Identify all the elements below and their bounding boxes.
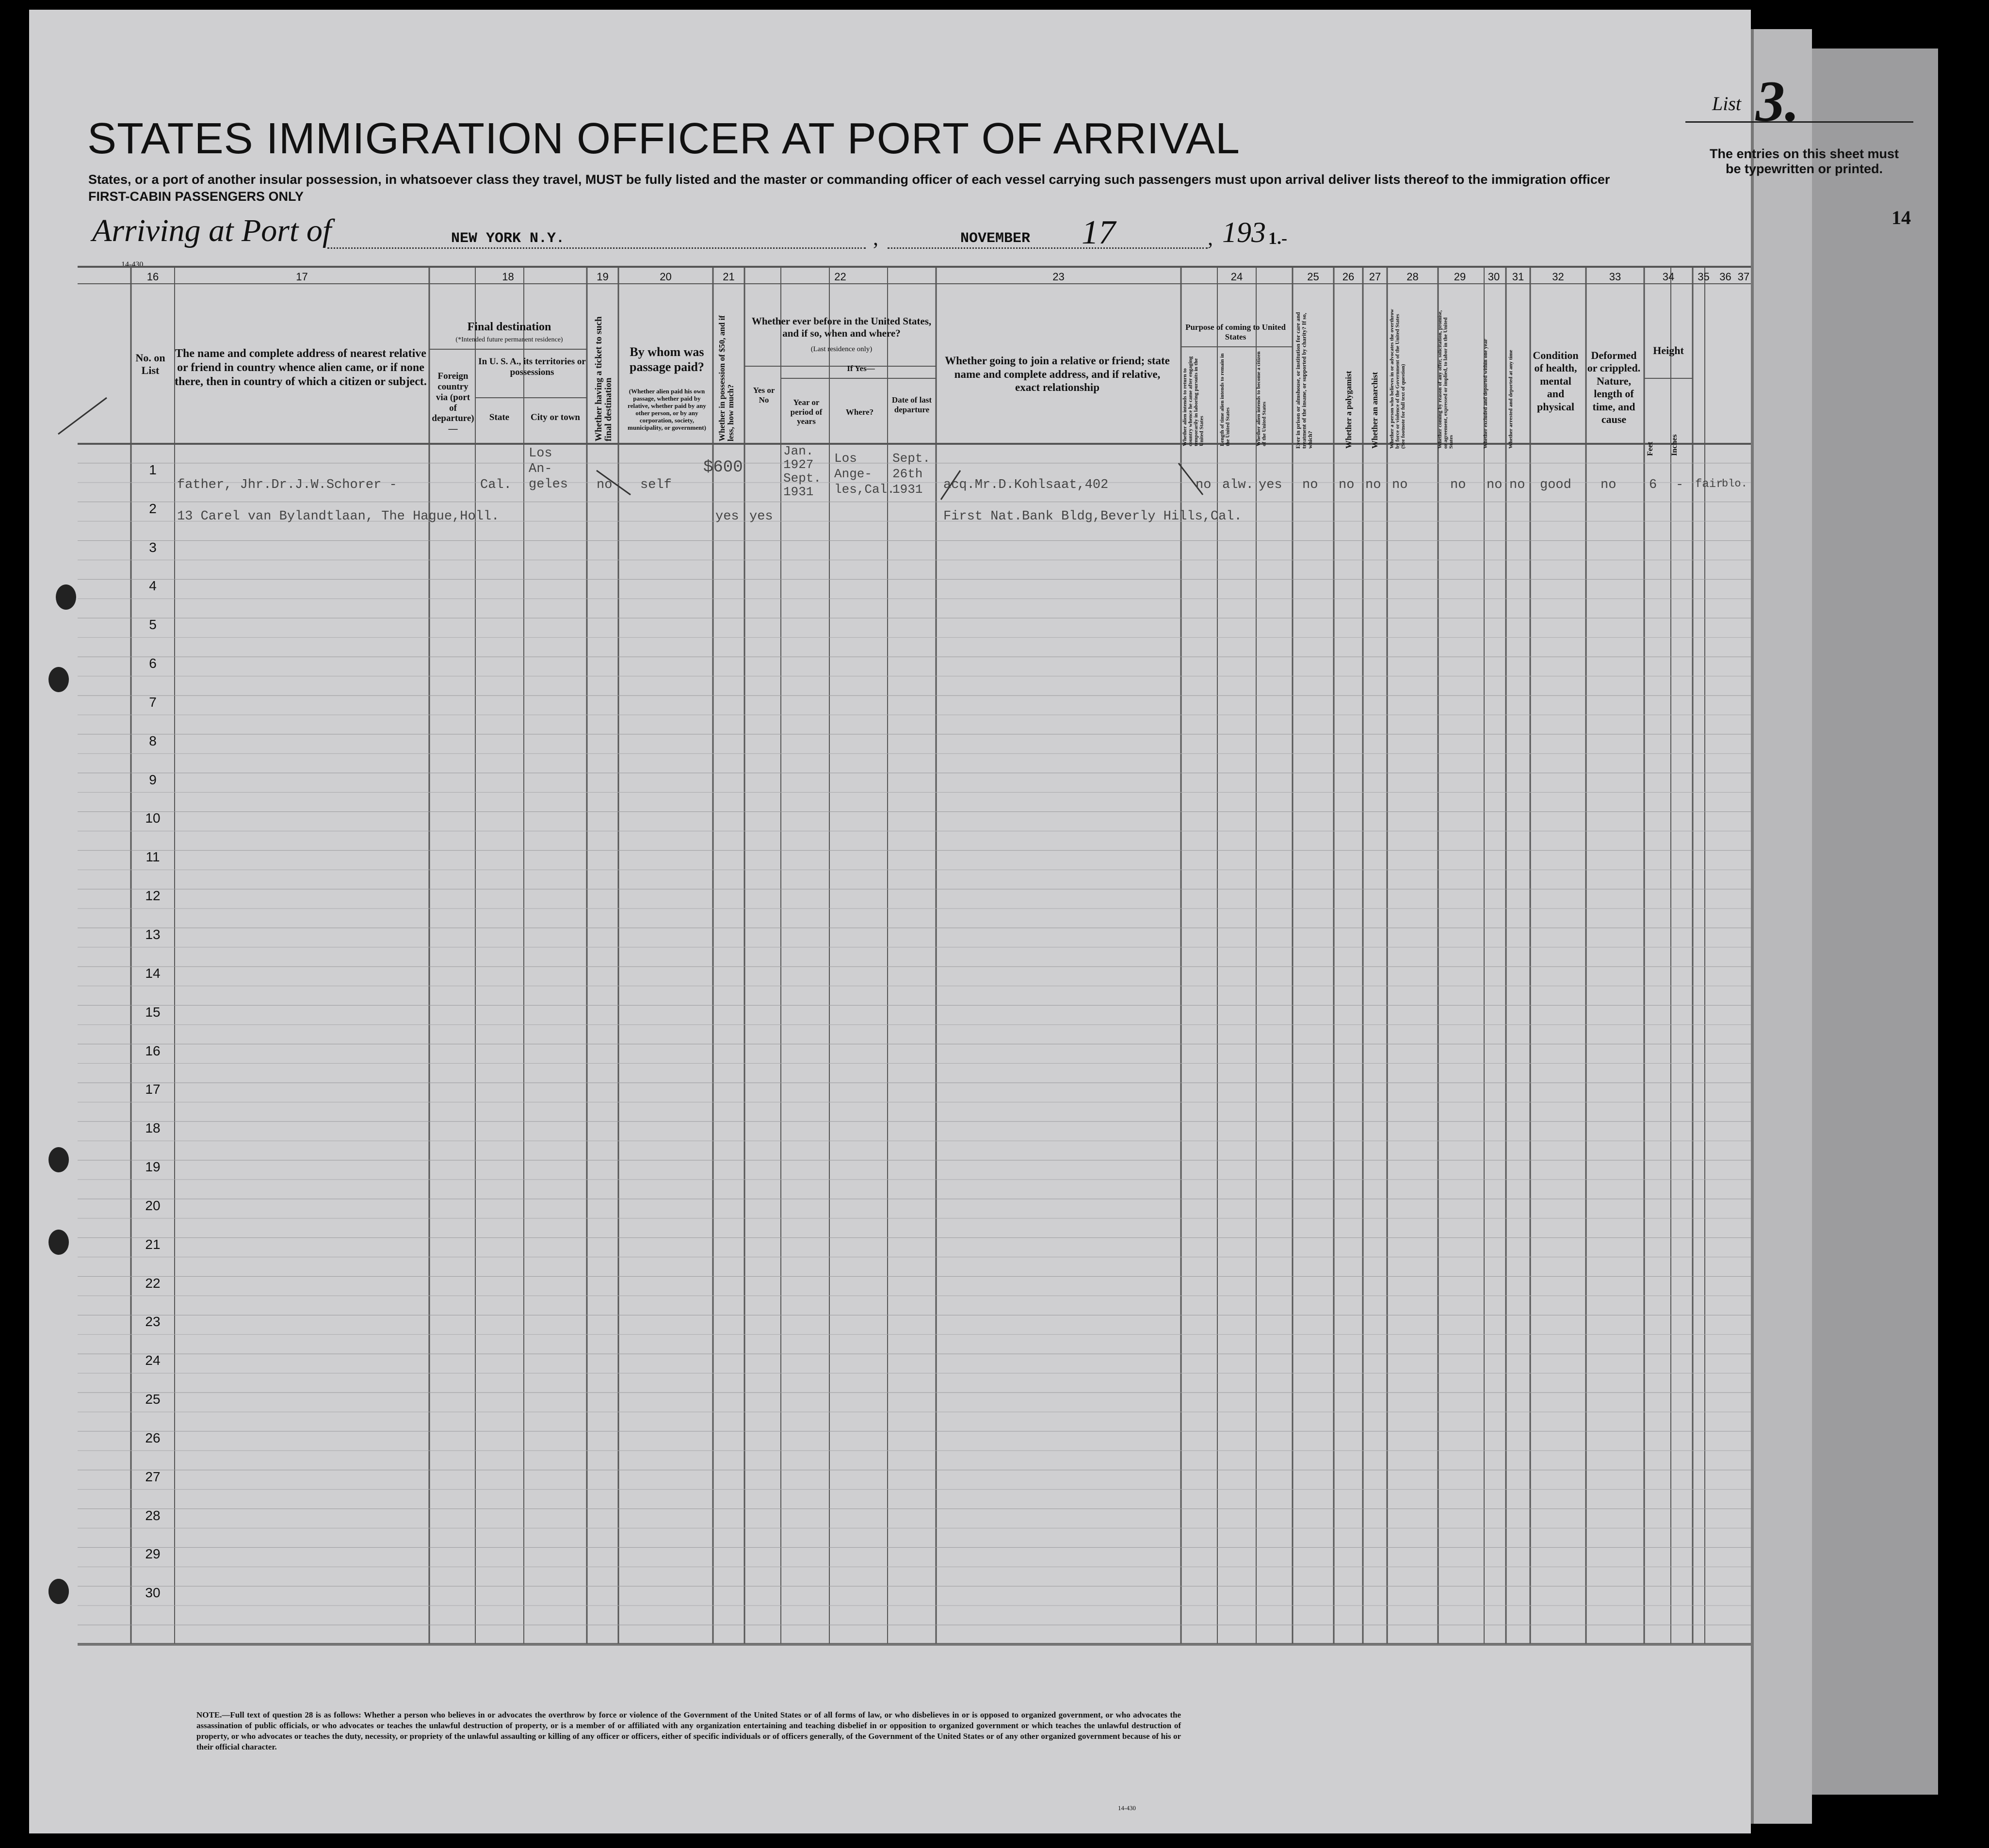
column-number: 35 bbox=[1698, 271, 1710, 283]
column-number: 32 bbox=[1552, 271, 1564, 283]
entries-note-line: The entries on this sheet must bbox=[1709, 146, 1899, 161]
hdr-year-period: Year or period of years bbox=[790, 398, 823, 426]
row-number: 26 bbox=[145, 1430, 161, 1445]
column-number: 37 bbox=[1737, 271, 1750, 283]
hdr-last-residence: (Last residence only) bbox=[810, 345, 873, 353]
entry-paid-by: self bbox=[640, 477, 672, 492]
hdr-purpose-b: Length of time alien intends to remain in the United States bbox=[1219, 353, 1231, 446]
entry-ticket: no bbox=[597, 477, 613, 492]
column-number: 33 bbox=[1609, 271, 1621, 283]
punch-hole bbox=[49, 1230, 69, 1255]
entry-date-last: 26th bbox=[892, 467, 923, 481]
hdr-in-usa: In U. S. A., its territories or possessions bbox=[478, 357, 586, 377]
entry-years: 1931 bbox=[783, 485, 814, 499]
footnote: NOTE.—Full text of question 28 is as follows: Whether a person who believes in or advocates the overthrow by force or violence of the Government of the United States or of all forms of law, or who disbelieves in or is opposed to organized government, or who advocates the assassination of public officials, or who advocates or teaches the unlawful destruction of property, or is a member of or affiliated with any organization entertaining and teaching disbelief in or opposition to organized government or which teaches the unlawful destruction of property, or who advocates or teaches the duty, necessity, or propriety of the unlawful assaulting or killing of any officer or officers, either of specific individuals or of officers generally, of the Government of the United States or of any other organized government because of his or their official character. bbox=[196, 1710, 1181, 1752]
column-number: 28 bbox=[1407, 271, 1419, 283]
row-number: 13 bbox=[145, 926, 161, 942]
hdr-condition: Condition of health, mental and physical bbox=[1533, 349, 1579, 413]
comma: , bbox=[873, 226, 878, 250]
hdr-q30: Whether excluded and deported within one year bbox=[1483, 339, 1488, 449]
hdr-final-destination: Final destination bbox=[467, 321, 551, 333]
manifest-grid bbox=[29, 10, 1751, 1833]
entry-q31: no bbox=[1509, 477, 1525, 492]
form-subtitle-2: FIRST-CABIN PASSENGERS ONLY bbox=[88, 189, 304, 204]
column-number: 16 bbox=[146, 271, 159, 283]
hdr-inches: Inches bbox=[1670, 434, 1679, 456]
row-number: 5 bbox=[149, 617, 157, 632]
entries-note-line: be typewritten or printed. bbox=[1725, 162, 1883, 176]
hdr-anarchist: Whether an anarchist bbox=[1370, 372, 1379, 449]
row-number: 28 bbox=[145, 1508, 161, 1523]
entry-date-last: Sept. bbox=[892, 451, 931, 466]
arrival-month: NOVEMBER bbox=[960, 230, 1031, 247]
hdr-city: City or town bbox=[530, 412, 581, 422]
arrival-year: 193 bbox=[1222, 216, 1266, 248]
form-code: 14-430 bbox=[121, 260, 144, 269]
hdr-ticket: Whether having a ticket to such final destination bbox=[594, 316, 614, 441]
entry-health: good bbox=[1540, 477, 1571, 492]
entry-join: First Nat.Bank Bldg,Beverly Hills,Cal. bbox=[943, 509, 1242, 524]
column-number: 23 bbox=[1052, 271, 1065, 283]
row-number: 21 bbox=[145, 1236, 161, 1252]
entry-years: Jan. bbox=[783, 444, 814, 458]
row-number: 27 bbox=[145, 1469, 161, 1484]
column-number: 19 bbox=[597, 271, 609, 283]
entry-inches: - bbox=[1676, 477, 1684, 492]
row-number: 9 bbox=[149, 772, 157, 787]
row-number: 1 bbox=[149, 462, 157, 477]
entry-deformed: no bbox=[1601, 477, 1617, 492]
row-number: 12 bbox=[145, 888, 161, 904]
entry-state: Cal. bbox=[480, 477, 512, 492]
entry-possession: $600 bbox=[703, 458, 743, 477]
hdr-q31: Whether arrested and deported at any time bbox=[1508, 350, 1514, 449]
entry-city: Los bbox=[529, 446, 552, 461]
entry-date-last: 1931 bbox=[892, 482, 923, 497]
column-number: 31 bbox=[1512, 271, 1524, 283]
column-number: 26 bbox=[1342, 271, 1355, 283]
hdr-state: State bbox=[489, 412, 510, 422]
column-number: 30 bbox=[1488, 271, 1500, 283]
entry-q29: no bbox=[1450, 477, 1466, 492]
row-number: 17 bbox=[145, 1082, 161, 1097]
hdr-by-whom: By whom was passage paid? bbox=[630, 345, 704, 374]
column-number: 17 bbox=[296, 271, 308, 283]
entry-q28: no bbox=[1392, 477, 1408, 492]
punch-hole bbox=[56, 584, 76, 610]
entry-feet: 6 bbox=[1649, 477, 1657, 492]
hdr-final-dest-note: (*Intended future permanent residence) bbox=[455, 336, 563, 343]
arrival-year-suffix: 1.- bbox=[1268, 228, 1287, 248]
form-subtitle: States, or a port of another insular possession, in whatsoever class they travel, MUST be fully listed and the master or commanding officer of each vessel carrying such passengers must upon arrival deliver lists thereof to the immigration officer bbox=[88, 172, 1610, 187]
hdr-foreign-country: Foreign country via (port of departure)— bbox=[432, 371, 474, 435]
hdr-ever-before: Whether ever before in the United States, and if so, when and where? bbox=[751, 315, 932, 340]
hdr-where: Where? bbox=[845, 407, 874, 417]
list-label: List bbox=[1712, 93, 1742, 114]
row-number: 7 bbox=[149, 694, 157, 710]
entry-complexion: fair bbox=[1695, 477, 1723, 491]
column-number: 25 bbox=[1307, 271, 1319, 283]
corner-mark: 14 bbox=[1892, 207, 1911, 228]
entry-ever-before: yes bbox=[749, 509, 773, 524]
hdr-purpose-a: Whether alien intends to return to country whence he came after engaging temporarily in laboring pursuits in the United States bbox=[1182, 356, 1205, 446]
column-number: 21 bbox=[723, 271, 735, 283]
entry-years: 1927 bbox=[783, 457, 814, 472]
entry-where: les,Cal. bbox=[834, 482, 895, 497]
column-number: 34 bbox=[1662, 271, 1675, 283]
hdr-feet: Feet bbox=[1646, 441, 1654, 456]
entry-where: Ange- bbox=[834, 467, 873, 481]
entry-years: Sept. bbox=[783, 471, 822, 486]
column-number: 36 bbox=[1719, 271, 1731, 283]
grid-line bbox=[58, 398, 107, 434]
column-number: 24 bbox=[1230, 271, 1243, 283]
entry-where: Los bbox=[834, 451, 857, 466]
row-number: 30 bbox=[145, 1585, 161, 1601]
row-number: 3 bbox=[149, 539, 157, 555]
row-number: 2 bbox=[149, 501, 157, 516]
underlying-sheet bbox=[1809, 49, 1938, 1795]
arrival-label: Arriving at Port of bbox=[92, 213, 332, 248]
hdr-no: No. on List bbox=[135, 352, 165, 377]
entry-join: acq.Mr.D.Kohlsaat,402 bbox=[943, 477, 1109, 492]
list-number: 3. bbox=[1756, 69, 1799, 133]
entry-city: An- bbox=[529, 462, 552, 476]
row-number: 15 bbox=[145, 1004, 161, 1020]
underlying-sheet bbox=[1751, 29, 1812, 1824]
row-number: 4 bbox=[149, 578, 157, 594]
row-number: 24 bbox=[145, 1353, 161, 1368]
hdr-yes-no: Yes or No bbox=[753, 386, 775, 405]
column-number: 18 bbox=[502, 271, 514, 283]
form-title: STATES IMMIGRATION OFFICER AT PORT OF ARRIVAL bbox=[87, 114, 1240, 163]
entry-city: geles bbox=[529, 477, 568, 492]
column-number: 22 bbox=[834, 271, 846, 283]
row-number: 29 bbox=[145, 1546, 161, 1562]
hdr-q29: Whether coming by reason of any offer, solicitation, promise, or agreement, expressed or implied, to labor in the United States bbox=[1437, 310, 1455, 449]
hdr-prison: Ever in prison or almshouse, or institution for care and treatment of the insane, or supported by charity? If so, which? bbox=[1294, 312, 1314, 449]
row-number: 19 bbox=[145, 1159, 161, 1175]
entry-citizen: yes bbox=[1259, 477, 1282, 492]
column-number: 27 bbox=[1369, 271, 1381, 283]
hdr-height: Height bbox=[1653, 344, 1684, 357]
entry-relative: 13 Carel van Bylandtlaan, The Hague,Holl. bbox=[177, 509, 500, 524]
hdr-purpose-c: Whether alien intends to become a citizen of the United States bbox=[1256, 351, 1267, 446]
row-number: 22 bbox=[145, 1275, 161, 1291]
manifest-page bbox=[29, 10, 1911, 1833]
arrival-port: NEW YORK N.Y. bbox=[451, 230, 565, 247]
hdr-purpose: Purpose of coming to United States bbox=[1185, 323, 1286, 341]
punch-hole bbox=[49, 1147, 69, 1172]
hdr-date-last: Date of last departure bbox=[891, 395, 932, 414]
punch-hole bbox=[49, 1579, 69, 1604]
row-number: 16 bbox=[145, 1043, 161, 1058]
entry-return: no bbox=[1196, 477, 1212, 492]
row-number: 20 bbox=[145, 1198, 161, 1213]
row-number: 14 bbox=[145, 965, 161, 981]
row-number: 10 bbox=[145, 811, 161, 826]
row-number: 8 bbox=[149, 733, 157, 748]
row-number: 11 bbox=[146, 849, 160, 865]
footnote-code: 14-430 bbox=[1118, 1804, 1136, 1812]
entry-length: alw. bbox=[1222, 477, 1254, 492]
entry-relative: father, Jhr.Dr.J.W.Schorer - bbox=[177, 477, 397, 492]
row-number: 23 bbox=[145, 1314, 161, 1329]
hdr-nearest-relative: The name and complete address of nearest relative or friend in country whence alien came, or if none there, then in country of which a citizen or subject. bbox=[175, 347, 427, 388]
hdr-by-whom-note: (Whether alien paid his own passage, whether paid by relative, whether paid by any other person, or by any corporation, society, municipality, or government) bbox=[628, 388, 706, 431]
row-number: 18 bbox=[145, 1120, 161, 1136]
hdr-if-yes: If Yes— bbox=[847, 364, 875, 373]
row-number: 25 bbox=[145, 1392, 161, 1407]
hdr-polygamist: Whether a polygamist bbox=[1344, 371, 1353, 449]
arrival-day: 17 bbox=[1082, 214, 1116, 251]
entry-q30: no bbox=[1487, 477, 1503, 492]
column-number: 20 bbox=[660, 271, 672, 283]
entry-hair: blo. bbox=[1722, 477, 1747, 490]
entry-prison: no bbox=[1302, 477, 1318, 492]
column-number: 29 bbox=[1454, 271, 1466, 283]
comma: , bbox=[1208, 226, 1213, 250]
entry-polygamist: no bbox=[1339, 477, 1355, 492]
hdr-q28: Whether a person who believes in or advocates the overthrow by force or violence of the Government of the United States (See footnote for full text of question) bbox=[1389, 308, 1407, 449]
entry-possession-yes: yes bbox=[715, 509, 739, 524]
hdr-possession: Whether in possession of $50, and if less, how much? bbox=[717, 315, 735, 441]
hdr-deformed: Deformed or crippled. Nature, length of time, and cause bbox=[1587, 349, 1641, 425]
row-number: 6 bbox=[149, 656, 157, 671]
hdr-join-relative: Whether going to join a relative or friend; state name and complete address, and if relative, exact relationship bbox=[945, 355, 1170, 394]
entry-anarchist: no bbox=[1365, 477, 1381, 492]
punch-hole bbox=[49, 667, 69, 692]
